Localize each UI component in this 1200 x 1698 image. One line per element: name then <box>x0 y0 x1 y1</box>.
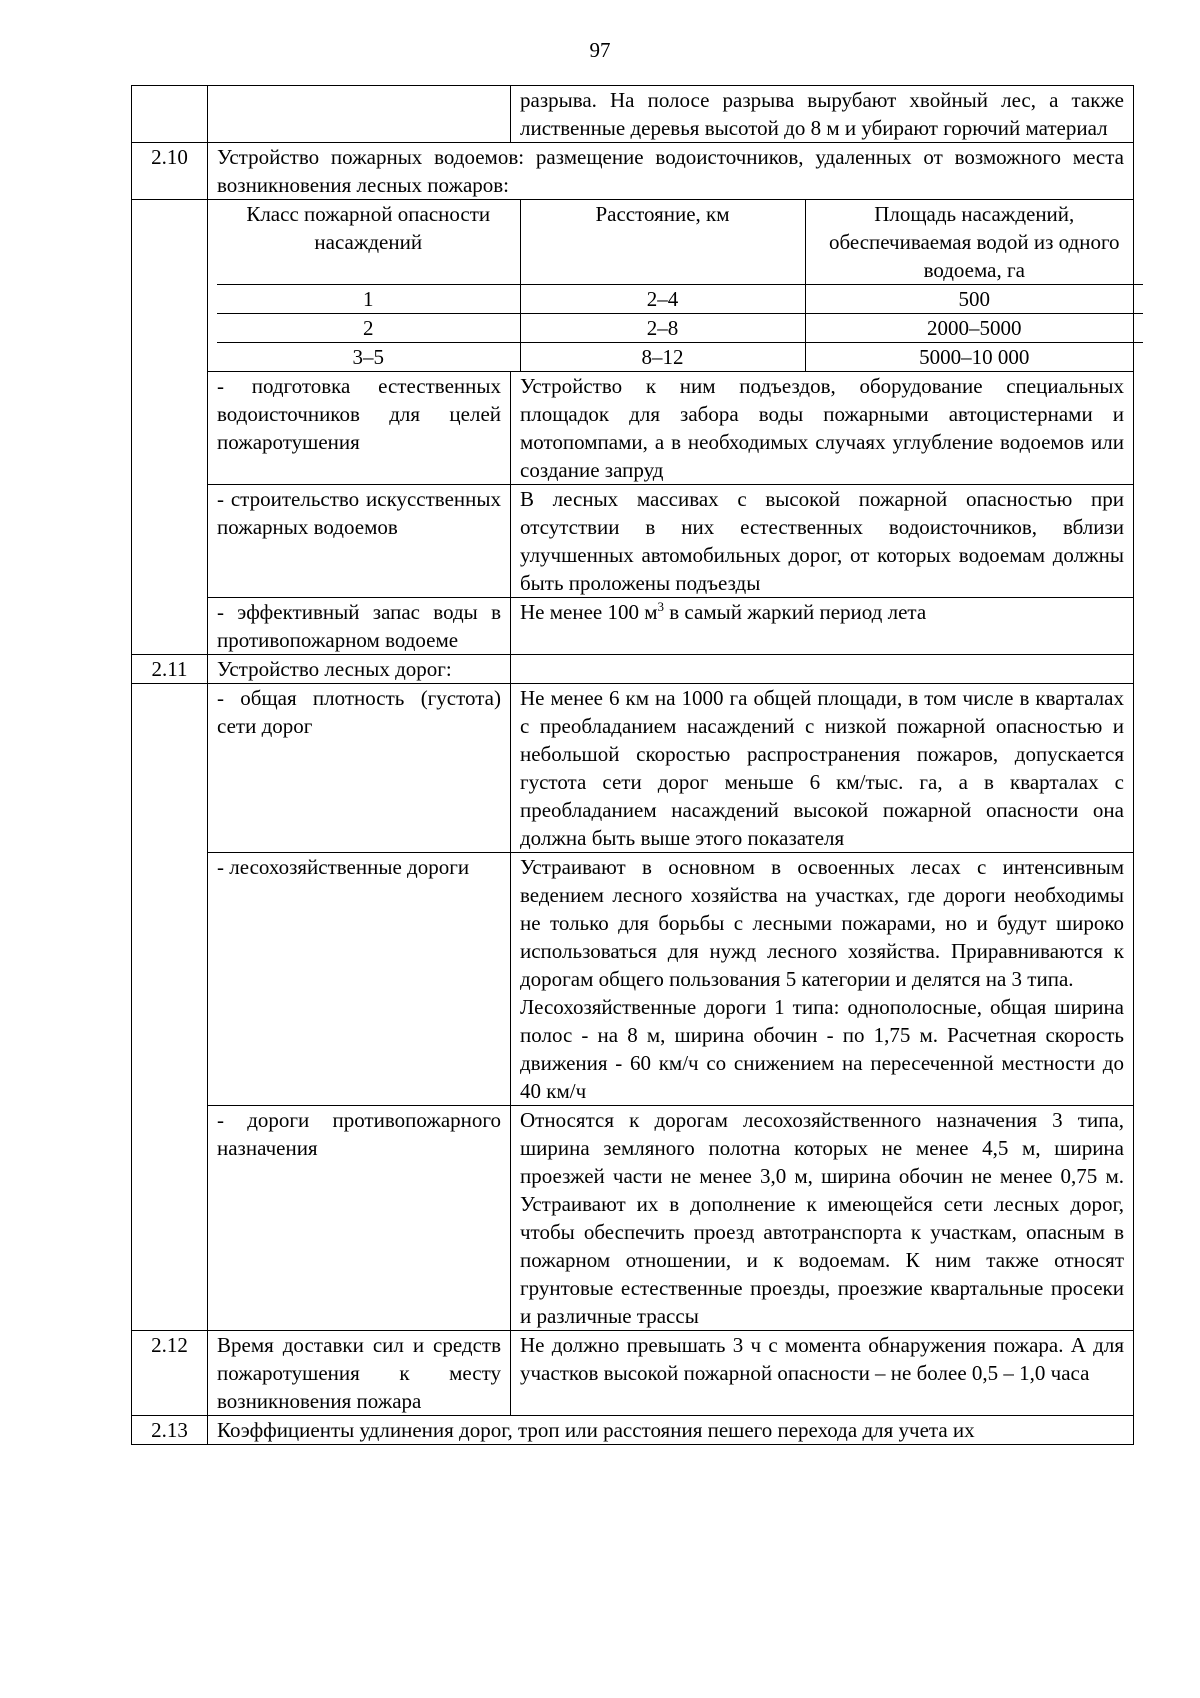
item-label: Время доставки сил и средств пожаротушения к месту возникновения пожара <box>208 1331 511 1416</box>
superscript: 3 <box>657 599 665 614</box>
item-label: - дороги противопожарного назначения <box>208 1106 511 1331</box>
text-part: в самый жаркий период лета <box>664 600 927 624</box>
table-row <box>132 853 1134 1106</box>
inner-row <box>217 343 1143 372</box>
cell-class: 2 <box>217 314 520 343</box>
item-label: - строительство искусственных пожарных водоемов <box>208 485 511 598</box>
cell-text: разрыва. На полосе разрыва вырубают хвойный лес, а также лиственные деревья высотой до 8 м и убирают горючий материал <box>511 86 1134 143</box>
paragraph: Устраивают в основном в освоенных лесах с интенсивным ведением лесного хозяйства на участках, где дороги необходимы не только для борьбы с лесными пожарами, но и будут широко использоваться для нужд лесного хозяйства. Приравниваются к дорогам общего пользования 5 категории и делятся на 3 типа. <box>520 855 1124 991</box>
column-header: Класс пожарной опасности насаждений <box>217 200 520 285</box>
item-text: Устройство к ним подъездов, оборудование специальных площадок для забора воды пожарными автоцистернами и мотопомпами, а в необходимых случаях углубление водоемов или создание запруд <box>511 372 1134 485</box>
item-text <box>511 853 1134 1106</box>
cell-area: 5000–10 000 <box>805 343 1143 372</box>
table-row <box>132 372 1134 485</box>
item-text <box>511 598 1134 655</box>
section-title: Устройство лесных дорог: <box>208 655 511 684</box>
item-text: В лесных массивах с высокой пожарной опасностью при отсутствии в них естественных водоисточников, вблизи улучшенных автомобильных дорог, от которых водоемам должны быть проложены подъезды <box>511 485 1134 598</box>
table-row <box>132 684 1134 853</box>
cell-distance: 2–8 <box>520 314 805 343</box>
regulation-table <box>131 85 1134 1445</box>
table-row <box>132 143 1134 200</box>
cell-distance: 8–12 <box>520 343 805 372</box>
page-number: 97 <box>589 38 611 62</box>
inner-row <box>217 314 1143 343</box>
inner-header-row <box>217 200 1143 285</box>
paragraph: Лесохозяйственные дороги 1 типа: однополосные, общая ширина полос - на 8 м, ширина обочин - по 1,75 м. Расчетная скорость движения - 60 км/ч со снижением на пересеченной местности до 40 км/ч <box>520 995 1124 1103</box>
cell-class: 1 <box>217 285 520 314</box>
section-title: Устройство пожарных водоемов: размещение водоисточников, удаленных от возможного места возникновения лесных пожаров: <box>208 143 1134 200</box>
cell-distance: 2–4 <box>520 285 805 314</box>
cell-area: 2000–5000 <box>805 314 1143 343</box>
section-title: Коэффициенты удлинения дорог, троп или расстояния пешего перехода для учета их <box>208 1416 1134 1445</box>
item-label: - эффективный запас воды в противопожарном водоеме <box>208 598 511 655</box>
column-header: Площадь насаждений, обеспечиваемая водой из одного водоема, га <box>805 200 1143 285</box>
item-text: Относятся к дорогам лесохозяйственного назначения 3 типа, ширина земляного полотна которых не менее 4,5 м, ширина проезжей части не менее 3,0 м, ширина обочин не менее 0,75 м. Устраивают их в дополнение к имеющейся сети лесных дорог, чтобы обеспечить проезд автотранспорта к участкам, опасным в пожарном отношении, и к водоемам. К ним также относят грунтовые естественные проезды, проезжие квартальные просеки и различные трассы <box>511 1106 1134 1331</box>
table-row <box>132 1331 1134 1416</box>
text-part: Не менее 100 м <box>520 600 658 624</box>
table-row <box>132 1416 1134 1445</box>
item-text: Не должно превышать 3 ч с момента обнаружения пожара. А для участков высокой пожарной опасности – не более 0,5 – 1,0 часа <box>511 1331 1134 1416</box>
table-row <box>132 1106 1134 1331</box>
table-row <box>132 598 1134 655</box>
row-number: 2.13 <box>132 1416 208 1445</box>
cell-class: 3–5 <box>217 343 520 372</box>
item-label: - общая плотность (густота) сети дорог <box>208 684 511 853</box>
inner-row <box>217 285 1143 314</box>
item-label: - подготовка естественных водоисточников для целей пожаротушения <box>208 372 511 485</box>
item-text: Не менее 6 км на 1000 га общей площади, в том числе в кварталах с преобладанием насаждений с низкой пожарной опасностью и небольшой скоростью распространения пожаров, допускается густота сети дорог меньше 6 км/тыс. га, а в кварталах с преобладанием насаждений высокой пожарной опасности она должна быть выше этого показателя <box>511 684 1134 853</box>
column-header: Расстояние, км <box>520 200 805 285</box>
row-number: 2.11 <box>132 655 208 684</box>
cell-area: 500 <box>805 285 1143 314</box>
table-row <box>132 86 1134 143</box>
table-row <box>132 485 1134 598</box>
item-label: - лесохозяйственные дороги <box>208 853 511 1106</box>
table-row <box>132 655 1134 684</box>
table-row <box>132 200 1134 372</box>
row-number: 2.12 <box>132 1331 208 1416</box>
row-number: 2.10 <box>132 143 208 200</box>
water-source-table <box>217 200 1143 371</box>
